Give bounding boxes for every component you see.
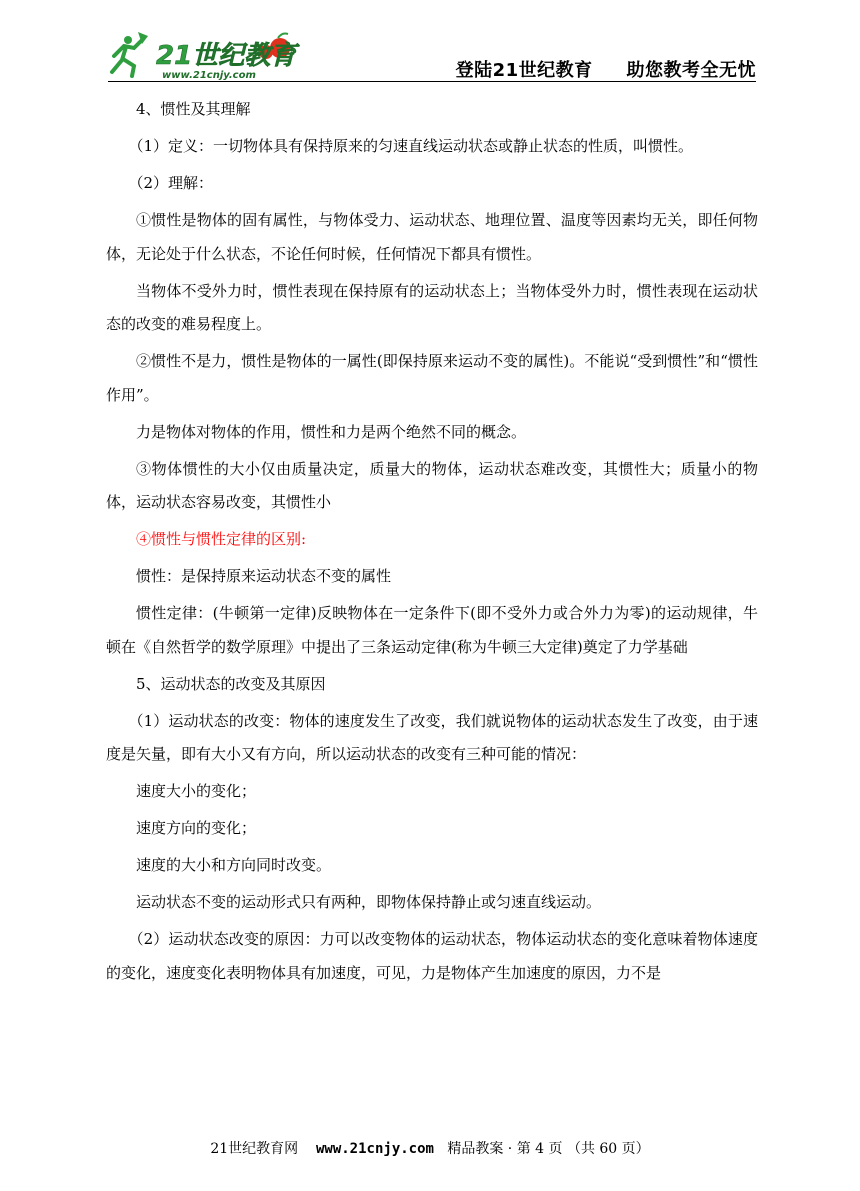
runner-icon	[112, 32, 148, 76]
paragraph: ②惯性不是力，惯性是物体的一属性(即保持原来运动不变的属性)。不能说“受到惯性”和“惯性作用”。	[106, 352, 758, 404]
section-4-title: 4、惯性及其理解	[136, 100, 251, 118]
header-divider	[108, 81, 756, 82]
paragraph: 力是物体对物体的作用，惯性和力是两个绝然不同的概念。	[136, 422, 527, 441]
highlight-heading: ④惯性与惯性定律的区别:	[136, 530, 307, 548]
page-header	[108, 26, 756, 82]
site-logo	[108, 26, 308, 82]
paragraph: 当物体不受外力时，惯性表现在保持原有的运动状态上；当物体受外力时，惯性表现在运动状态的改变的难易程度上。	[106, 281, 758, 333]
header-slogan	[456, 56, 756, 82]
list-item: 速度的大小和方向同时改变。	[136, 856, 332, 874]
footer-site-name: 21世纪教育网	[210, 1141, 299, 1157]
footer-site-url: www.21cnjy.com	[315, 1141, 434, 1157]
paragraph: （2）运动状态改变的原因：力可以改变物体的运动状态，物体运动状态的变化意味着物体速度的变化，速度变化表明物体具有加速度，可见，力是物体产生加速度的原因，力不是	[106, 930, 758, 982]
paragraph: 运动状态不变的运动形式只有两种，即物体保持静止或匀速直线运动。	[136, 893, 602, 911]
logo-text: 21世纪教育	[156, 41, 297, 71]
footer-page-info: 精品教案 · 第 4 页 （共 60 页）	[447, 1141, 650, 1157]
slogan-right: 助您教考全无忧	[626, 60, 756, 81]
paragraph: 惯性：是保持原来运动状态不变的属性	[136, 567, 392, 585]
section-4-definition: （1）定义：一切物体具有保持原来的匀速直线运动状态或静止状态的性质，叫惯性。	[128, 137, 694, 155]
document-body	[106, 93, 758, 994]
list-item: 速度大小的变化；	[136, 782, 257, 800]
logo-url: www.21cnjy.com	[162, 70, 256, 81]
paragraph: 惯性定律：(牛顿第一定律)反映物体在一定条件下(即不受外力或合外力为零)的运动规律，牛顿在《自然哲学的数学原理》中提出了三条运动定律(称为牛顿三大定律)奠定了力学基础	[106, 604, 758, 656]
slogan-left: 登陆21世纪教育	[455, 60, 593, 81]
section-4-understanding: （2）理解：	[128, 174, 214, 192]
paragraph: ③物体惯性的大小仅由质量决定，质量大的物体，运动状态难改变，其惯性大；质量小的物体，运动状态容易改变，其惯性小	[106, 459, 758, 511]
paragraph: ①惯性是物体的固有属性，与物体受力、运动状态、地理位置、温度等因素均无关，即任何物体，无论处于什么状态，不论任何时候，任何情况下都具有惯性。	[106, 211, 758, 263]
page-footer	[0, 1138, 860, 1158]
paragraph: （1）运动状态的改变：物体的速度发生了改变，我们就说物体的运动状态发生了改变，由于速度是矢量，即有大小又有方向，所以运动状态的改变有三种可能的情况：	[106, 711, 758, 763]
list-item: 速度方向的变化；	[136, 819, 257, 837]
section-5-title: 5、运动状态的改变及其原因	[136, 674, 326, 693]
